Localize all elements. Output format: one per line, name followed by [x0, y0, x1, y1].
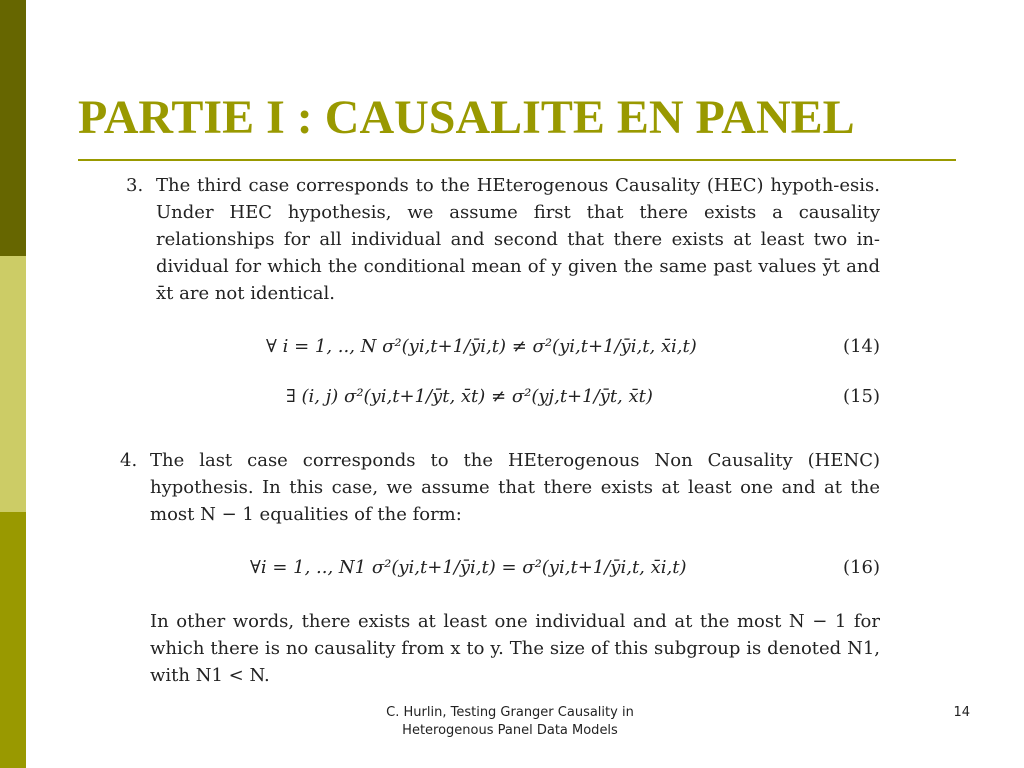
- equation-16: [150, 548, 880, 588]
- item-4-text: The last case corresponds to the HEterogenous Non Causality (HENC) hypothesis. In this case, we assume that there exists at least one and at the most N − 1 equalities of the form:: [150, 450, 880, 525]
- footer-line-1: C. Hurlin, Testing Granger Causality in: [386, 705, 634, 720]
- equation-14-expr: ∀ i = 1, .., N σ²(yi,t+1/ȳi,t) ≠ σ²(yi,t+1/ȳi,t, x̄i,t): [266, 336, 697, 357]
- equation-16-number: (16): [843, 557, 880, 578]
- list-item-4: [120, 447, 880, 689]
- item-3-text: The third case corresponds to the HEterogenous Causality (HEC) hypoth-esis. Under HEC hypothesis, we assume first that there exists a causality relationships for all individual and second that there exists at least two in-dividual for which the conditional mean of y given the same past values ȳt and x̄t are not identical.: [156, 175, 880, 304]
- title-underline: [78, 159, 956, 161]
- sidebar-decoration: [0, 0, 26, 768]
- footer-citation: [310, 704, 710, 740]
- slide-title: PARTIE I : CAUSALITE EN PANEL: [78, 91, 855, 144]
- footer-line-2: Heterogenous Panel Data Models: [402, 723, 618, 738]
- equation-14: [156, 327, 880, 367]
- sidebar-segment-light: [0, 256, 26, 512]
- equation-15: [156, 377, 880, 417]
- sidebar-segment-olive: [0, 512, 26, 768]
- equation-16-expr: ∀i = 1, .., N1 σ²(yi,t+1/ȳi,t) = σ²(yi,t+1/ȳi,t, x̄i,t): [250, 557, 687, 578]
- list-item-3: [126, 172, 880, 417]
- equation-15-expr: ∃ (i, j) σ²(yi,t+1/ȳt, x̄t) ≠ σ²(yj,t+1/ȳt, x̄t): [286, 386, 653, 407]
- equation-15-number: (15): [843, 386, 880, 407]
- item-number: 3.: [126, 175, 144, 196]
- equation-14-number: (14): [843, 336, 880, 357]
- slide-content: [120, 172, 880, 689]
- item-4-text-2: In other words, there exists at least one individual and at the most N − 1 for which there is no causality from x to y. The size of this subgroup is denoted N1, with N1 < N.: [150, 611, 880, 686]
- item-number: 4.: [120, 450, 138, 471]
- page-number: 14: [953, 705, 970, 720]
- sidebar-segment-dark: [0, 0, 26, 256]
